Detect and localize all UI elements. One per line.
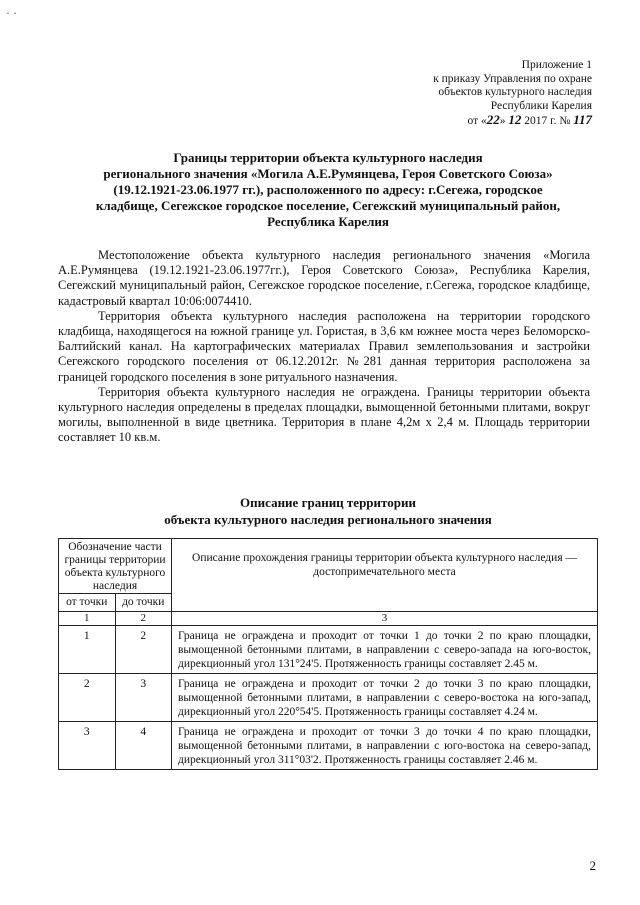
- appendix-date-line: [352, 113, 592, 129]
- subtitle-line-1: Описание границ территории: [240, 495, 416, 510]
- order-number: 117: [573, 112, 592, 127]
- scan-marks: · ·: [6, 6, 17, 20]
- cell-from: 1: [59, 626, 116, 674]
- cell-from: 2: [59, 674, 116, 722]
- paragraph-location: Местоположение объекта культурного наследия регионального значения «Могила А.Е.Румянцева (19.12.1921-23.06.1977гг.), Героя Советского Союза», Республика Карелия, Сегежский муниципальный район, Сегежское городское поселение, г.Сегежа, городское кладбище, кадастровый квартал 10:06:0074410.: [58, 248, 590, 308]
- cell-to: 4: [115, 722, 172, 770]
- column-number-3: 3: [172, 612, 598, 626]
- appendix-line-4: Республики Карелия: [490, 99, 592, 112]
- paragraph-territory: Территория объекта культурного наследия расположена на территории городского кладбища, находящегося на южной границе ул. Гористая, в 3,6 км южнее моста через Беломорско-Балтийский канал. На картографических материалах Правил землепользования и застройки Сегежского городского поселения от 06.12.2012г. №281 данная территория расположена за границей городского поселения в зоне ритуального назначения.: [58, 308, 590, 384]
- document-title: [58, 150, 598, 230]
- cell-description: Граница не ограждена и проходит от точки 1 до точки 2 по краю площадки, вымощенной бетонными плитами, в направлении с северо-запада на юго-восток, дирекционный угол 131°24'5. Протяженность границы составляет 2.45 м.: [172, 626, 598, 674]
- date-mid-2: 2017 г. №: [521, 115, 574, 127]
- title-line-2: регионального значения «Могила А.Е.Румянцева, Героя Советского Союза»: [103, 166, 553, 181]
- title-line-5: Республика Карелия: [267, 214, 389, 229]
- table-row: [59, 626, 598, 674]
- header-description: Описание прохождения границы территории объекта культурного наследия — достопримечательного места: [172, 539, 598, 612]
- cell-to: 2: [115, 626, 172, 674]
- paragraph-boundaries: Территория объекта культурного наследия не ограждена. Границы территории объекта культурного наследия определены в пределах площадки, вымощенной бетонными плитами, вокруг могилы, выполненной в виде цветника. Территория в плане 4,2м х 2,4 м. Площадь территории составляет 10 кв.м.: [58, 384, 590, 445]
- body-text: [58, 248, 590, 446]
- appendix-block: [352, 59, 592, 129]
- date-prefix: от «: [467, 115, 487, 127]
- table-row: [59, 674, 598, 722]
- cell-to: 3: [115, 674, 172, 722]
- column-number-2: 2: [115, 612, 172, 626]
- boundaries-table: [58, 538, 598, 770]
- title-line-1: Границы территории объекта культурного наследия: [173, 150, 483, 165]
- date-day: 22: [486, 112, 500, 127]
- subtitle-line-2: объекта культурного наследия регионального значения: [164, 512, 492, 527]
- appendix-line-3: объектов культурного наследия: [438, 86, 592, 98]
- header-to-point: до точки: [115, 594, 172, 612]
- header-part-designation: Обозначение части границы территории объекта культурного наследия: [59, 539, 172, 594]
- date-month: 12: [508, 112, 522, 127]
- date-mid-1: »: [499, 115, 509, 127]
- column-number-1: 1: [59, 612, 116, 626]
- column-number-row: [59, 612, 598, 626]
- title-line-3: (19.12.1921-23.06.1977 гг.), расположенного по адресу: г.Сегежа, городское: [113, 182, 543, 197]
- page-number: 2: [589, 858, 596, 873]
- appendix-line-1: Приложение 1: [521, 59, 592, 71]
- table-header-row: [59, 539, 598, 594]
- section-subtitle: [58, 494, 598, 528]
- appendix-line-2: к приказу Управления по охране: [433, 72, 592, 85]
- cell-from: 3: [59, 722, 116, 770]
- boundaries-table-wrap: [58, 538, 598, 770]
- cell-description: Граница не ограждена и проходит от точки 2 до точки 3 по краю площадки, вымощенной бетонными плитами, в направлении с северо-востока на юго-запад, дирекционный угол 220°54'5. Протяженность границы составляет 4.24 м.: [172, 674, 598, 722]
- table-row: [59, 722, 598, 770]
- title-line-4: кладбище, Сегежское городское поселение, Сегежский муниципальный район,: [95, 198, 561, 213]
- cell-description: Граница не ограждена и проходит от точки 3 до точки 4 по краю площадки, вымощенной бетонными плитами, в направлении с юго-востока на северо-запад, дирекционный угол 311°03'2. Протяженность границы составляет 2.46 м.: [172, 722, 598, 770]
- header-from-point: от точки: [59, 594, 116, 612]
